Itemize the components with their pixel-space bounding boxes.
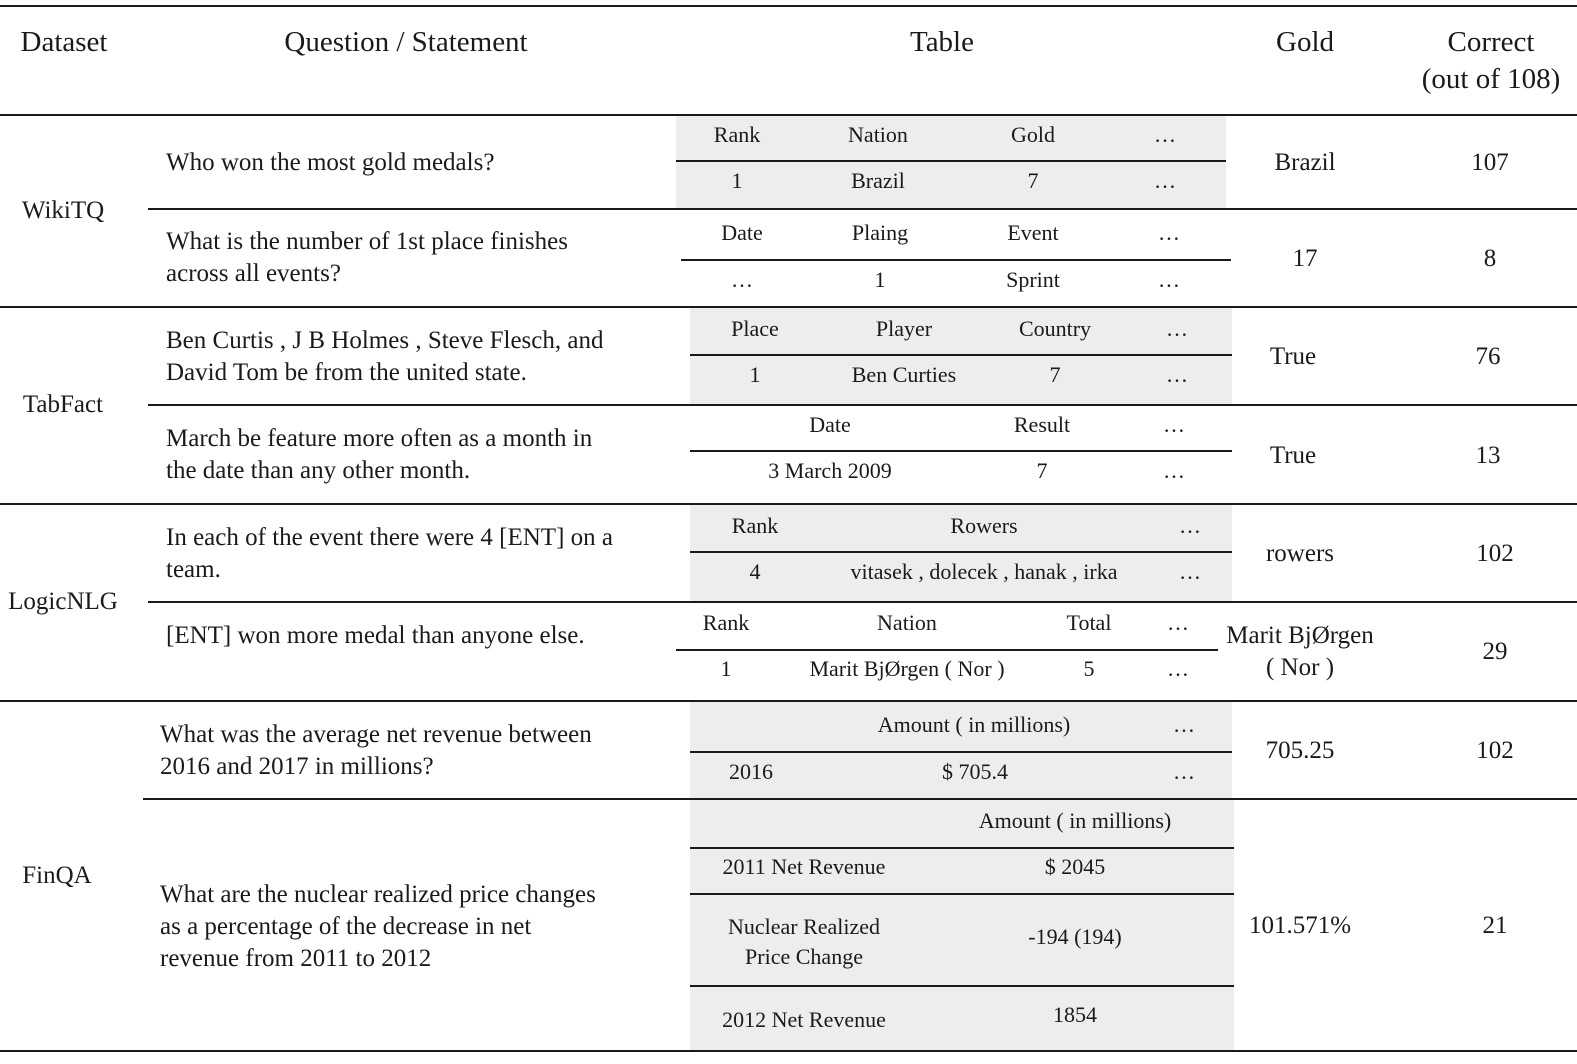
question-text: [166, 226, 666, 290]
mini-table-cell: 2016: [729, 759, 773, 784]
correct-count: 76: [1475, 343, 1501, 370]
mini-table-cell: Rowers: [950, 513, 1018, 538]
mini-table-rule: [690, 751, 1232, 753]
mini-table-cell: 1: [874, 267, 886, 292]
mini-table-cell: 2012 Net Revenue: [722, 1007, 886, 1032]
question-text: [166, 423, 666, 487]
mini-table-cell: Brazil: [851, 168, 905, 193]
mini-table-cell: Rank: [702, 610, 750, 635]
mini-table-cell: Nation: [848, 122, 908, 147]
question-text: [166, 620, 666, 652]
mini-table-cell: …: [1163, 458, 1185, 483]
mini-table-cell: vitasek , dolecek , hanak , irka: [850, 559, 1118, 584]
mini-table-cell: Date: [721, 220, 763, 245]
gold-answer: [1210, 620, 1390, 684]
correct-count: 102: [1476, 737, 1514, 764]
mini-table-rule: [690, 893, 1234, 895]
dataset-label-logicnlg: LogicNLG: [8, 588, 118, 615]
question-text: [166, 147, 666, 179]
mini-table-cell: Amount ( in millions): [978, 808, 1172, 833]
question-line: Who won the most gold medals?: [166, 149, 495, 176]
mini-table-cell: 1854: [1053, 1002, 1097, 1027]
mini-table-cell: 1: [749, 362, 761, 387]
mini-table-cell: …: [731, 267, 753, 292]
mini-table-cell: Ben Curties: [851, 362, 957, 387]
question-line: David Tom be from the united state.: [166, 359, 527, 386]
dataset-label-wikitq: WikiTQ: [21, 197, 105, 224]
gold-answer: 101.571%: [1248, 912, 1352, 939]
mini-table-cell: 3 March 2009: [768, 458, 892, 483]
row-rule: [148, 208, 1577, 210]
question-line: March be feature more often as a month in: [166, 425, 593, 452]
mini-table-cell: …: [1163, 412, 1185, 437]
mini-table-cell: 7: [1036, 458, 1048, 483]
mini-table-cell: …: [1173, 712, 1195, 737]
gold-answer: 17: [1292, 245, 1318, 272]
correct-count: 107: [1471, 149, 1509, 176]
mini-table-cell: Nation: [877, 610, 937, 635]
mini-table-cell: …: [1179, 513, 1201, 538]
gold-answer-line: ( Nor ): [1265, 654, 1335, 681]
question-text: [166, 522, 666, 586]
gold-answer: rowers: [1265, 540, 1335, 567]
bottom-rule: [0, 1050, 1577, 1052]
mini-table-cell: 4: [749, 559, 761, 584]
mini-table-cell: 7: [1049, 362, 1061, 387]
mini-table-cell: Rank: [713, 122, 761, 147]
mini-table-cell: …: [1154, 122, 1176, 147]
question-line: In each of the event there were 4 [ENT] on a: [166, 524, 613, 551]
gold-answer-line: Marit BjØrgen: [1226, 622, 1374, 649]
correct-count: 29: [1482, 638, 1508, 665]
correct-count: 13: [1475, 442, 1501, 469]
question-line: What was the average net revenue between: [160, 721, 592, 748]
dataset-label-tabfact: TabFact: [22, 391, 104, 418]
question-line: [ENT] won more medal than anyone else.: [166, 622, 585, 649]
mini-table-cell: Date: [809, 412, 851, 437]
row-rule: [148, 601, 1577, 603]
correct-count: 102: [1476, 540, 1514, 567]
mini-table-cell: …: [1166, 362, 1188, 387]
mini-table-cell: -194 (194): [1028, 924, 1122, 949]
mini-table-rule: [690, 985, 1234, 987]
header-question: Question / Statement: [284, 26, 528, 58]
correct-count: 8: [1483, 245, 1497, 272]
gold-answer: True: [1269, 442, 1317, 469]
question-text: [160, 879, 660, 975]
mini-table-cell: Country: [1018, 316, 1092, 341]
mini-table-cell-line: Nuclear Realized: [727, 914, 881, 939]
mini-table-rule: [690, 551, 1232, 553]
row-rule: [148, 404, 1577, 406]
mini-table-cell: $ 705.4: [942, 759, 1008, 784]
mini-table-cell: [704, 912, 904, 972]
mini-table-cell: Plaing: [851, 220, 909, 245]
mini-table-cell: Rank: [731, 513, 779, 538]
correct-count: 21: [1482, 912, 1508, 939]
mini-table-cell: 1: [720, 656, 732, 681]
mini-table-cell: Total: [1066, 610, 1112, 635]
gold-answer: 705.25: [1265, 737, 1335, 764]
mini-table-cell: Result: [1013, 412, 1071, 437]
mini-table-cell: …: [1158, 220, 1180, 245]
mini-table-cell: …: [1154, 168, 1176, 193]
mini-table-cell: …: [1179, 559, 1201, 584]
gold-answer: Brazil: [1274, 149, 1336, 176]
header-dataset: Dataset: [20, 26, 108, 58]
question-line: as a percentage of the decrease in net: [160, 913, 532, 940]
mini-table-rule: [676, 160, 1226, 162]
mini-table-rule: [690, 354, 1232, 356]
dataset-label-finqa: FinQA: [22, 862, 92, 889]
mini-table-cell: 7: [1027, 168, 1039, 193]
header-correct-line1: Correct: [1447, 26, 1535, 58]
mini-table-cell: 2011 Net Revenue: [722, 854, 886, 879]
mini-table-cell: Sprint: [1006, 267, 1060, 292]
question-line: team.: [166, 556, 221, 583]
question-line: across all events?: [166, 260, 341, 287]
question-text: [166, 325, 666, 389]
header-correct: [1405, 24, 1577, 98]
question-line: What is the number of 1st place finishes: [166, 228, 568, 255]
mini-table-cell: Player: [875, 316, 933, 341]
mini-table-cell: $ 2045: [1044, 854, 1106, 879]
mini-table-cell: 5: [1083, 656, 1095, 681]
header-correct-line2: (out of 108): [1421, 63, 1561, 95]
mini-table-cell: …: [1173, 759, 1195, 784]
mini-table-cell: Gold: [1011, 122, 1055, 147]
mini-table-cell-line: Price Change: [745, 944, 863, 969]
mini-table-cell: …: [1158, 267, 1180, 292]
top-rule: [0, 5, 1577, 7]
question-line: revenue from 2011 to 2012: [160, 945, 432, 972]
question-text: [160, 719, 660, 783]
mini-table-rule: [676, 649, 1218, 651]
mini-table-cell: …: [1167, 656, 1189, 681]
mini-table-rule: [690, 450, 1232, 452]
question-line: What are the nuclear realized price changes: [160, 881, 596, 908]
mini-table-cell: …: [1167, 610, 1189, 635]
mini-table-rule: [681, 259, 1231, 261]
question-line: the date than any other month.: [166, 457, 471, 484]
mini-table-cell: Marit BjØrgen ( Nor ): [809, 656, 1005, 681]
question-line: Ben Curtis , J B Holmes , Steve Flesch, and: [166, 327, 604, 354]
header-gold: Gold: [1276, 26, 1334, 58]
mini-table-cell: Event: [1007, 220, 1059, 245]
gold-answer: True: [1269, 343, 1317, 370]
mini-table-rule: [690, 847, 1234, 849]
question-line: 2016 and 2017 in millions?: [160, 753, 434, 780]
mini-table-cell: Amount ( in millions): [877, 712, 1071, 737]
mini-table-cell: …: [1166, 316, 1188, 341]
header-table: Table: [910, 26, 974, 58]
mini-table-cell: 1: [731, 168, 743, 193]
mini-table-cell: Place: [731, 316, 779, 341]
